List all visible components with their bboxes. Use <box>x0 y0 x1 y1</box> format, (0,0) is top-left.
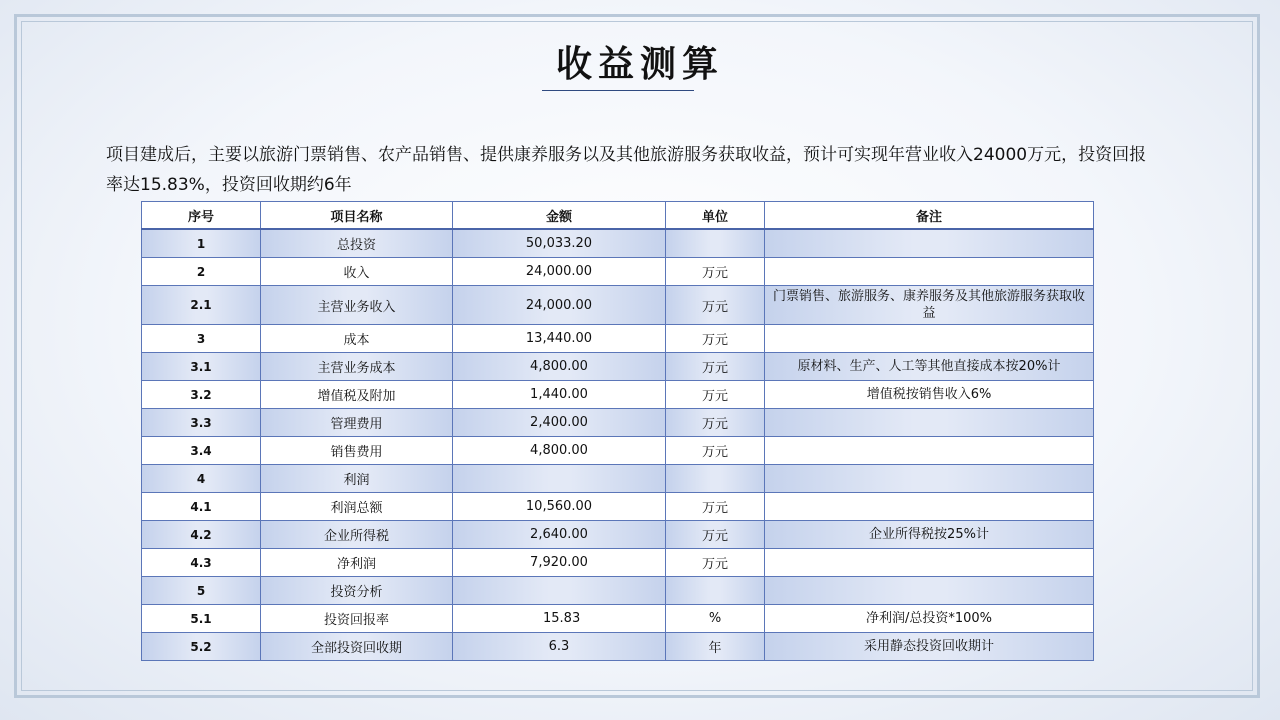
cell-unit: 万元 <box>666 353 765 381</box>
cell-note <box>765 465 1094 493</box>
cell-unit: % <box>666 605 765 633</box>
table-row <box>142 605 1094 633</box>
cell-name: 利润 <box>261 465 453 493</box>
table-row <box>142 409 1094 437</box>
cell-amount: 2,640.00 <box>453 521 666 549</box>
table-row <box>142 353 1094 381</box>
cell-amount: 10,560.00 <box>453 493 666 521</box>
cell-unit: 万元 <box>666 437 765 465</box>
table-row <box>142 258 1094 286</box>
header-note: 备注 <box>765 202 1094 230</box>
cell-no: 1 <box>142 229 261 258</box>
table-row <box>142 286 1094 325</box>
cell-unit <box>666 577 765 605</box>
cell-amount: 15.83 <box>453 605 666 633</box>
cell-unit: 万元 <box>666 286 765 325</box>
cell-name: 利润总额 <box>261 493 453 521</box>
cell-unit: 万元 <box>666 258 765 286</box>
header-amount: 金额 <box>453 202 666 230</box>
cell-no: 3.1 <box>142 353 261 381</box>
cell-note <box>765 325 1094 353</box>
cell-name: 投资分析 <box>261 577 453 605</box>
cell-note: 增值税按销售收入6% <box>765 381 1094 409</box>
cell-name: 投资回报率 <box>261 605 453 633</box>
revenue-table <box>141 201 1094 661</box>
cell-name: 全部投资回收期 <box>261 633 453 661</box>
cell-no: 2 <box>142 258 261 286</box>
table-row <box>142 633 1094 661</box>
cell-amount <box>453 465 666 493</box>
cell-name: 企业所得税 <box>261 521 453 549</box>
cell-amount: 4,800.00 <box>453 353 666 381</box>
cell-name: 管理费用 <box>261 409 453 437</box>
cell-note: 净利润/总投资*100% <box>765 605 1094 633</box>
cell-unit: 万元 <box>666 409 765 437</box>
cell-note <box>765 409 1094 437</box>
cell-no: 3.3 <box>142 409 261 437</box>
cell-amount: 4,800.00 <box>453 437 666 465</box>
cell-no: 5.2 <box>142 633 261 661</box>
cell-amount: 2,400.00 <box>453 409 666 437</box>
cell-note <box>765 549 1094 577</box>
cell-name: 销售费用 <box>261 437 453 465</box>
cell-no: 5 <box>142 577 261 605</box>
cell-name: 主营业务成本 <box>261 353 453 381</box>
table-row <box>142 577 1094 605</box>
cell-amount: 6.3 <box>453 633 666 661</box>
cell-name: 收入 <box>261 258 453 286</box>
cell-no: 3 <box>142 325 261 353</box>
table-row <box>142 437 1094 465</box>
cell-note <box>765 493 1094 521</box>
cell-unit: 万元 <box>666 325 765 353</box>
table-row <box>142 521 1094 549</box>
cell-unit <box>666 465 765 493</box>
cell-note <box>765 229 1094 258</box>
cell-unit: 万元 <box>666 521 765 549</box>
cell-name: 增值税及附加 <box>261 381 453 409</box>
table-row <box>142 381 1094 409</box>
intro-paragraph: 项目建成后，主要以旅游门票销售、农产品销售、提供康养服务以及其他旅游服务获取收益，预计可实现年营业收入24000万元，投资回报率达15.83%，投资回收期约6年 <box>106 145 1147 195</box>
cell-unit: 年 <box>666 633 765 661</box>
cell-no: 3.2 <box>142 381 261 409</box>
table-row <box>142 465 1094 493</box>
cell-unit: 万元 <box>666 381 765 409</box>
cell-amount: 13,440.00 <box>453 325 666 353</box>
cell-no: 4.2 <box>142 521 261 549</box>
header-name: 项目名称 <box>261 202 453 230</box>
cell-name: 总投资 <box>261 229 453 258</box>
cell-note <box>765 258 1094 286</box>
cell-unit: 万元 <box>666 493 765 521</box>
cell-no: 5.1 <box>142 605 261 633</box>
cell-note: 原材料、生产、人工等其他直接成本按20%计 <box>765 353 1094 381</box>
cell-note: 采用静态投资回收期计 <box>765 633 1094 661</box>
cell-no: 2.1 <box>142 286 261 325</box>
table-header-row <box>142 202 1094 230</box>
cell-note <box>765 577 1094 605</box>
cell-note <box>765 437 1094 465</box>
title-underline <box>542 90 694 91</box>
table-row <box>142 549 1094 577</box>
cell-unit: 万元 <box>666 549 765 577</box>
cell-no: 3.4 <box>142 437 261 465</box>
table-row <box>142 493 1094 521</box>
cell-amount <box>453 577 666 605</box>
cell-note: 门票销售、旅游服务、康养服务及其他旅游服务获取收益 <box>765 286 1094 325</box>
header-unit: 单位 <box>666 202 765 230</box>
table-row <box>142 229 1094 258</box>
cell-amount: 24,000.00 <box>453 258 666 286</box>
cell-no: 4.3 <box>142 549 261 577</box>
page-title: 收益测算 <box>555 43 724 85</box>
cell-unit <box>666 229 765 258</box>
cell-no: 4.1 <box>142 493 261 521</box>
table-row <box>142 325 1094 353</box>
header-no: 序号 <box>142 202 261 230</box>
cell-amount: 7,920.00 <box>453 549 666 577</box>
cell-no: 4 <box>142 465 261 493</box>
cell-amount: 50,033.20 <box>453 229 666 258</box>
cell-amount: 1,440.00 <box>453 381 666 409</box>
cell-name: 成本 <box>261 325 453 353</box>
cell-amount: 24,000.00 <box>453 286 666 325</box>
cell-name: 主营业务收入 <box>261 286 453 325</box>
cell-name: 净利润 <box>261 549 453 577</box>
cell-note: 企业所得税按25%计 <box>765 521 1094 549</box>
